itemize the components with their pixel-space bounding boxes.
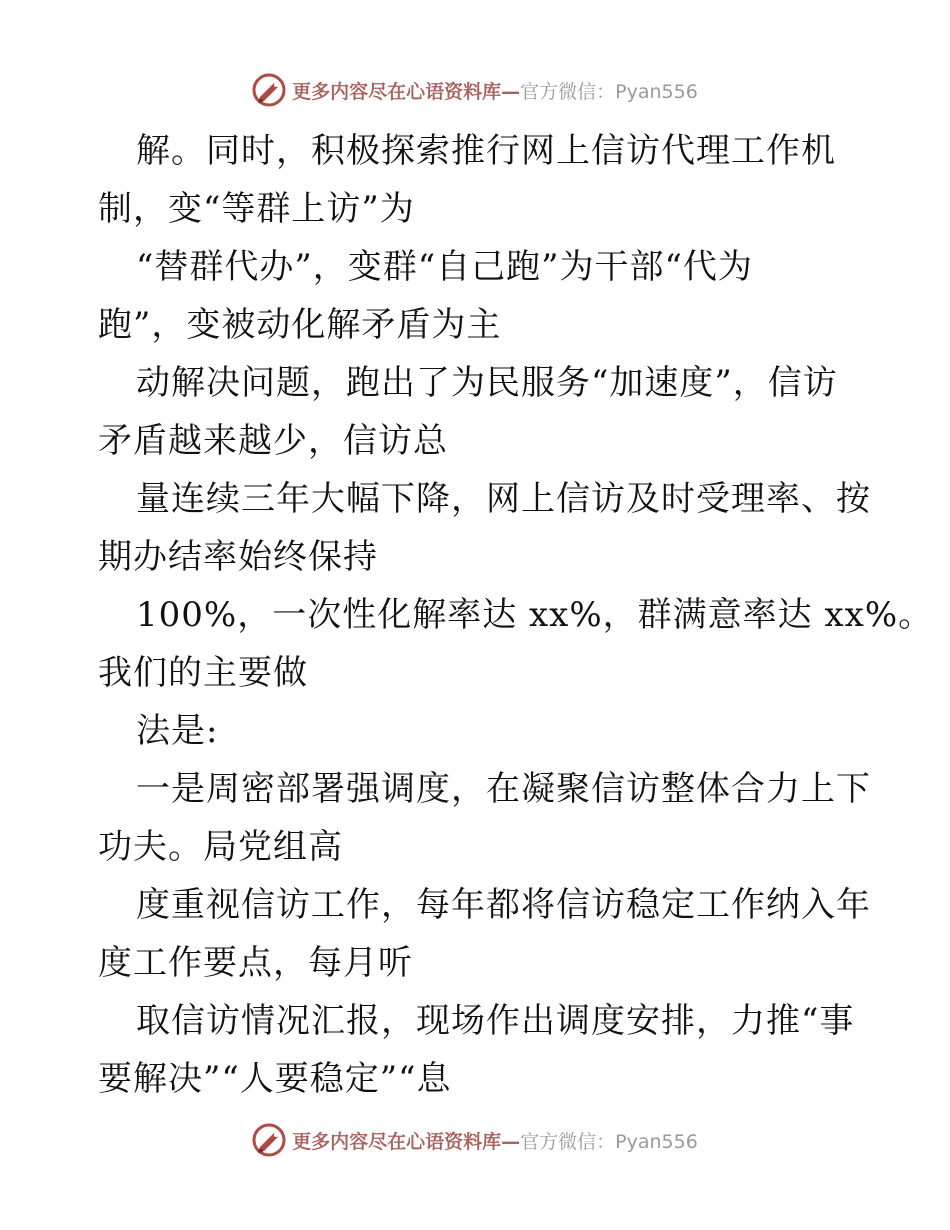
text-line: 一是周密部署强调度，在凝聚信访整体合力上下 — [136, 769, 871, 809]
banner-main-text: 更多内容尽在心语资料库— — [292, 1130, 521, 1153]
text-line: 量连续三年大幅下降，网上信访及时受理率、按 — [136, 479, 871, 519]
text-line: 功夫。局党组高 — [98, 827, 343, 867]
text-line: 跑”，变被动化解矛盾为主 — [98, 305, 502, 345]
text-line: “替群代办”，变群“自己跑”为干部“代为 — [136, 247, 753, 287]
banner-main-text: 更多内容尽在心语资料库— — [292, 80, 521, 103]
text-line: 解。同时，积极探索推行网上信访代理工作机 — [136, 131, 836, 171]
text-line: 要解决”“人要稳定”“息 — [98, 1059, 452, 1099]
pen-logo-icon — [252, 1123, 286, 1157]
document-body — [98, 122, 934, 1108]
text-line: 度工作要点，每月听 — [98, 943, 413, 983]
banner-text — [292, 1127, 698, 1154]
banner-wechat-text: 官方微信：Pyan556 — [520, 1130, 698, 1153]
text-line: 矛盾越来越少，信访总 — [98, 421, 448, 461]
banner-wechat-text: 官方微信：Pyan556 — [520, 80, 698, 103]
text-line: 100%，一次性化解率达 xx%，群满意率达 xx%。 — [136, 595, 934, 635]
banner-text — [292, 77, 698, 104]
text-line: 期办结率始终保持 — [98, 537, 378, 577]
text-line: 动解决问题，跑出了为民服务“加速度”，信访 — [136, 363, 838, 403]
text-line: 制，变“等群上访”为 — [98, 189, 415, 229]
pen-logo-icon — [252, 73, 286, 107]
text-line: 我们的主要做 — [98, 653, 308, 693]
header-banner — [0, 70, 950, 110]
text-line: 度重视信访工作，每年都将信访稳定工作纳入年 — [136, 885, 871, 925]
footer-banner — [0, 1120, 950, 1160]
text-line: 法是: — [136, 711, 219, 751]
text-line: 取信访情况汇报，现场作出调度安排，力推“事 — [136, 1001, 855, 1041]
